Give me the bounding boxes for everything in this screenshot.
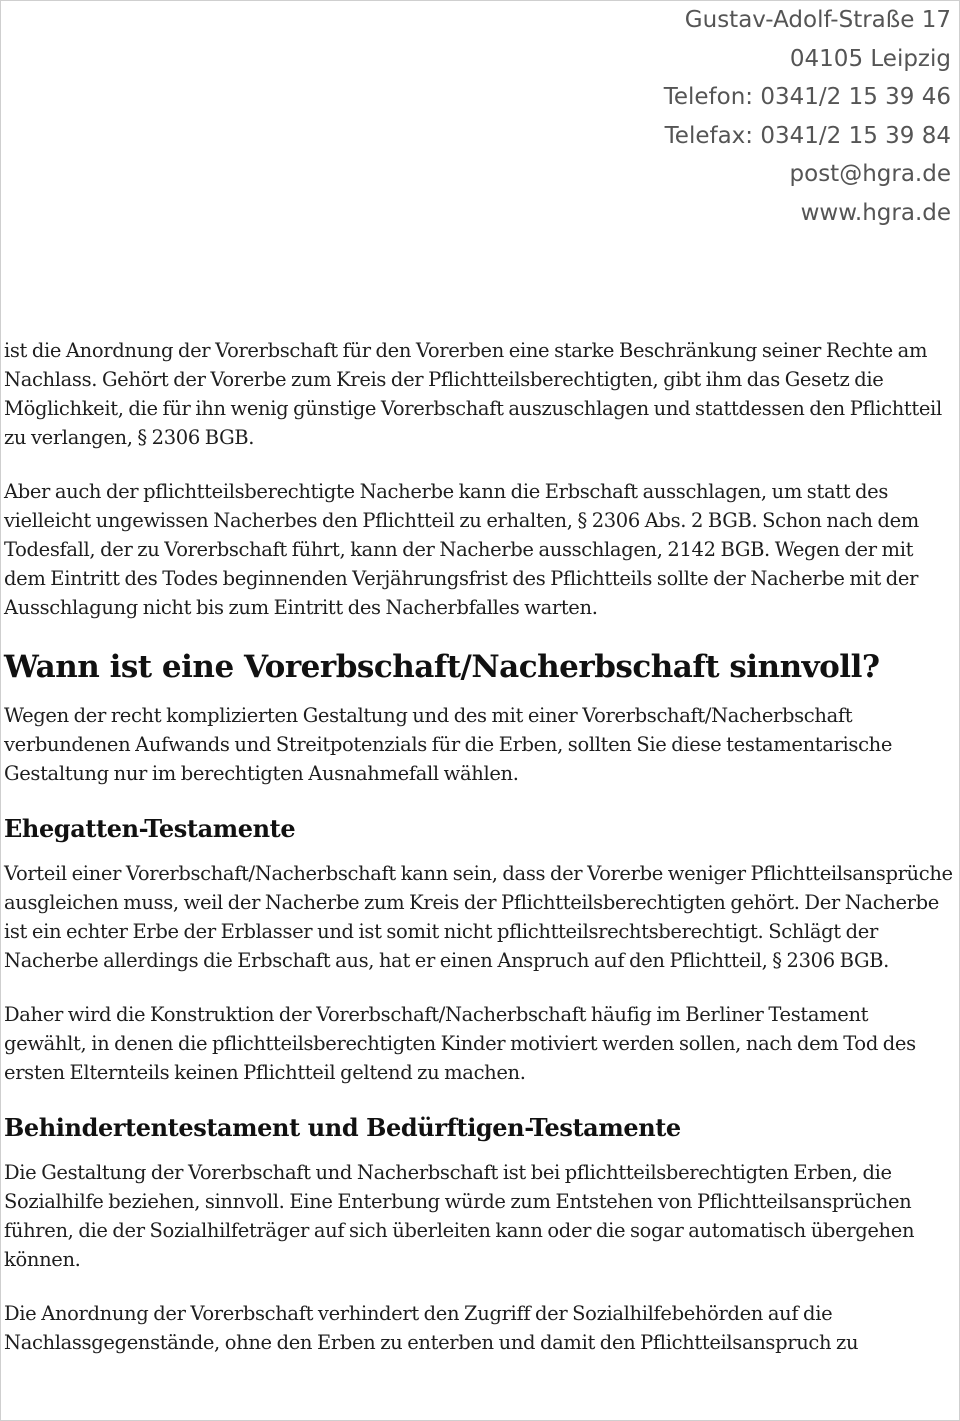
letterhead-city: 04105 Leipzig bbox=[789, 45, 951, 72]
letterhead-fax: Telefax: 0341/2 15 39 84 bbox=[664, 122, 951, 149]
document-body bbox=[4, 336, 955, 1382]
paragraph-complex-design: Wegen der recht komplizierten Gestaltung und des mit einer Vorerbschaft/Nacherbschaft verbundenen Aufwands und Streitpotenzials für die Erben, sollten Sie diese testamentarische Gestaltung nur im berechtigten Ausnahmefall wählen. bbox=[4, 704, 893, 785]
paragraph-berliner-testament: Daher wird die Konstruktion der Vorerbschaft/Nacherbschaft häufig im Berliner Testament gewählt, in denen die pflichtteilsberechtigten Kinder motiviert werden sollen, nach dem Tod des ersten Elternteils keinen Pflichtteil geltend zu machen. bbox=[4, 1003, 916, 1084]
paragraph-spouse-advantage: Vorteil einer Vorerbschaft/Nacherbschaft kann sein, dass der Vorerbe weniger Pflichtteilsansprüche ausgleichen muss, weil der Nacherbe zum Kreis der Pflichtteilsberechtigten gehört. Der Nacherbe ist ein echter Erbe der Erblasser und ist somit nicht pflichtteilsrechtsberechtigt. Schlägt der Nacherbe allerdings die Erbschaft aus, hat er einen Anspruch auf den Pflichtteil, § 2306 BGB. bbox=[4, 862, 953, 972]
paragraph-access-prevention: Die Anordnung der Vorerbschaft verhindert den Zugriff der Sozialhilfebehörden auf die Nachlassgegenstände, ohne den Erben zu enterben und damit den Pflichtteilsanspruch zu bbox=[4, 1302, 859, 1354]
heading-disabled-testaments: Behindertentestament und Bedürftigen-Testamente bbox=[4, 1113, 681, 1142]
heading-when-useful: Wann ist eine Vorerbschaft/Nacherbschaft sinnvoll? bbox=[4, 649, 880, 685]
letterhead-email: post@hgra.de bbox=[789, 161, 951, 187]
paragraph-reversionary-heir-waiver: Aber auch der pflichtteilsberechtigte Nacherbe kann die Erbschaft ausschlagen, um statt des vielleicht ungewissen Nacherbes den Pflichtteil zu erhalten, § 2306 Abs. 2 BGB. Schon nach dem Todesfall, der zu Vorerbschaft führt, kann der Nacherbe ausschlagen, 2142 BGB. Wegen der mit dem Eintritt des Todes beginnenden Verjährungsfrist des Pflichtteils sollte der Nacherbe mit der Ausschlagung nicht bis zum Eintritt des Nacherbfalles warten. bbox=[4, 480, 919, 619]
letterhead-website: www.hgra.de bbox=[800, 199, 951, 226]
heading-spouse-testaments: Ehegatten-Testamente bbox=[4, 814, 296, 843]
letterhead-phone: Telefon: 0341/2 15 39 46 bbox=[663, 84, 951, 110]
letterhead-street: Gustav-Adolf-Straße 17 bbox=[684, 7, 951, 33]
paragraph-pre-inheritance-restriction: ist die Anordnung der Vorerbschaft für den Vorerben eine starke Beschränkung seiner Rechte am Nachlass. Gehört der Vorerbe zum Kreis der Pflichtteilsberechtigten, gibt ihm das Gesetz die Möglichkeit, die für ihn wenig günstige Vorerbschaft auszuschlagen und stattdessen den Pflichtteil zu verlangen, § 2306 BGB. bbox=[4, 339, 942, 449]
paragraph-social-assistance: Die Gestaltung der Vorerbschaft und Nacherbschaft ist bei pflichtteilsberechtigten Erben, die Sozialhilfe beziehen, sinnvoll. Eine Enterbung würde zum Entstehen von Pflichtteilsansprüchen führen, die der Sozialhilfeträger auf sich überleiten kann oder die sogar automatisch übergehen können. bbox=[4, 1161, 915, 1271]
letterhead bbox=[664, 1, 951, 232]
